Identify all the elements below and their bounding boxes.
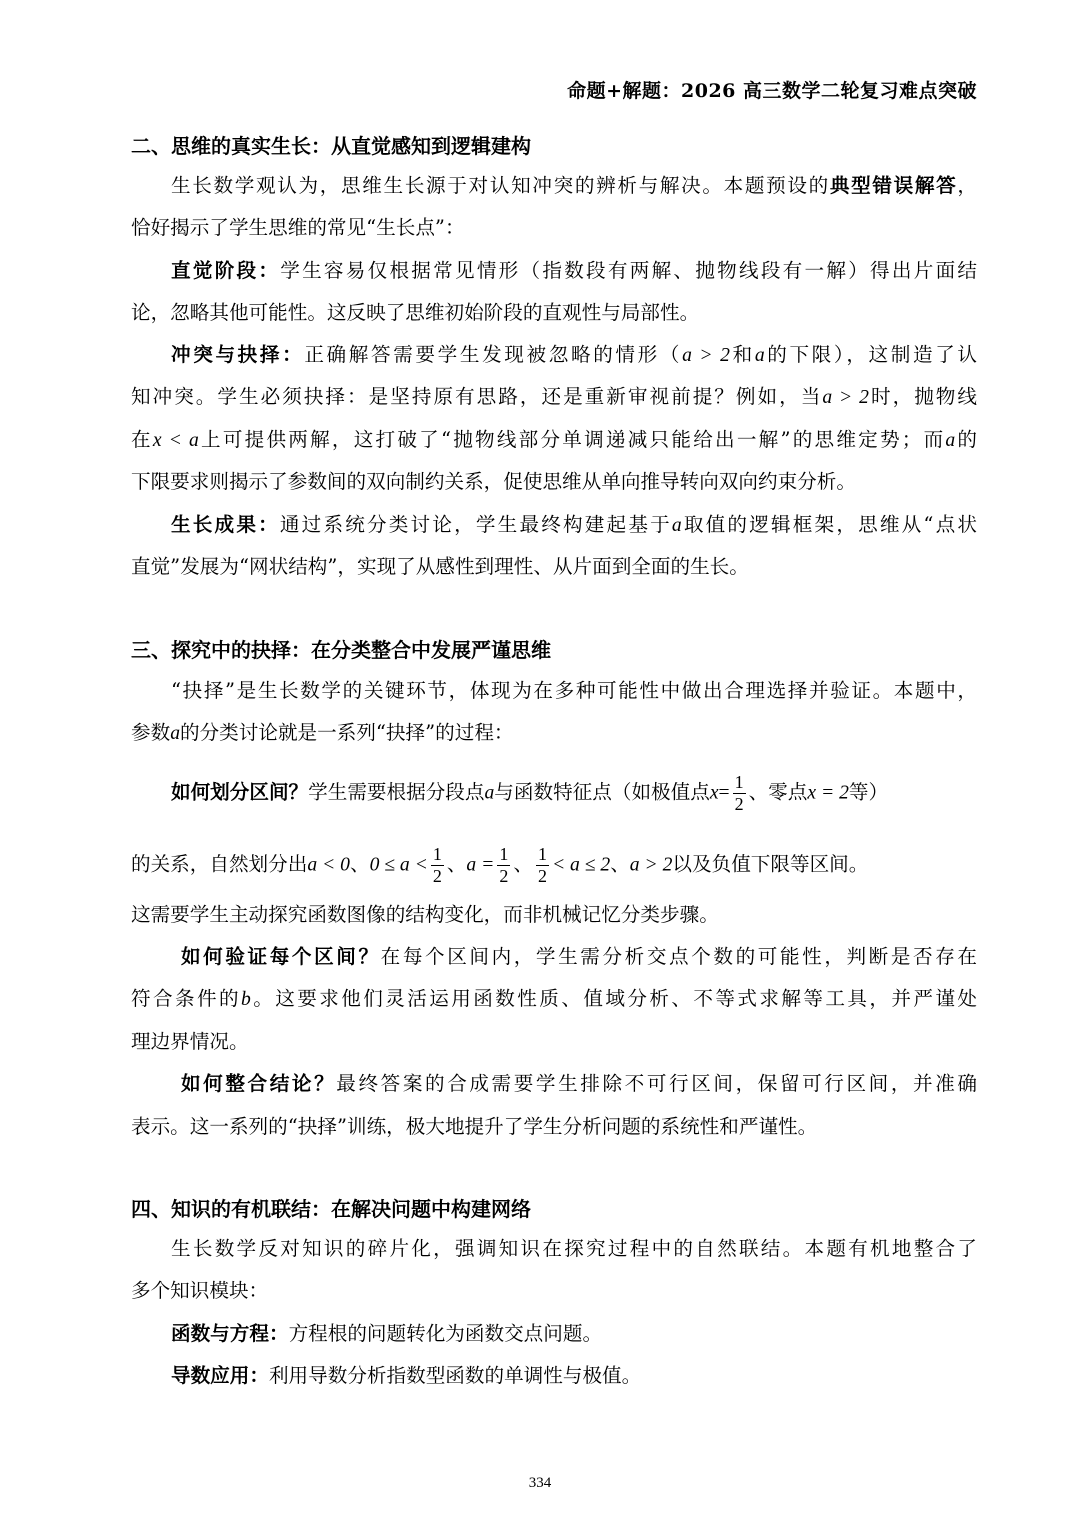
sec4-p2-line: 函数与方程：方程根的问题转化为函数交点问题。 xyxy=(171,1322,603,1345)
sec3-p1-line2: 参数a的分类讨论就是一系列“抉择”的过程： xyxy=(131,721,514,744)
term-label: 冲突与抉择： xyxy=(171,343,305,366)
term-label: 函数与方程： xyxy=(171,1322,289,1345)
section-3-heading: 三、探究中的抉择：在分类整合中发展严谨思维 xyxy=(131,638,551,662)
sec3-p3-line1: 如何验证每个区间？在每个区间内，学生需分析交点个数的可能性，判断是否存在 xyxy=(181,945,978,968)
sec4-p3-line: 导数应用：利用导数分析指数型函数的单调性与极值。 xyxy=(171,1364,642,1387)
fraction-one-half: $\frac{1}{2}$ xyxy=(537,844,547,886)
fraction-one-half: $\frac{1}{2}$ xyxy=(499,844,509,886)
sec3-p1-line1: “抉择”是生长数学的关键环节，体现为在多种可能性中做出合理选择并验证。本题中， xyxy=(171,679,977,702)
fraction-one-half: $\frac{1}{2}$ xyxy=(432,844,442,886)
page-number: 334 xyxy=(528,1475,552,1491)
fraction-one-half: $\frac{1}{2}$ xyxy=(734,772,744,814)
term-label: 生长成果： xyxy=(171,513,280,536)
term-label: 如何验证每个区间？ xyxy=(181,945,381,968)
term-label: 直觉阶段： xyxy=(171,259,281,282)
sec2-p2-line1: 直觉阶段：学生容易仅根据常见情形（指数段有两解、抛物线段有一解）得出片面结 xyxy=(171,259,978,282)
sec3-p4-line1: 如何整合结论？最终答案的合成需要学生排除不可行区间，保留可行区间，并准确 xyxy=(181,1072,977,1095)
sec2-p2-line2: 论，忽略其他可能性。这反映了思维初始阶段的直观性与局部性。 xyxy=(131,301,700,324)
sec2-p4-line1: 生长成果：通过系统分类讨论，学生最终构建起基于a取值的逻辑框架，思维从“点状 xyxy=(171,513,977,536)
term-label: 如何整合结论？ xyxy=(181,1072,337,1095)
sec2-p3-line1: 冲突与抉择：正确解答需要学生发现被忽略的情形（a > 2和a的下限），这制造了认 xyxy=(171,343,978,366)
section-2-heading: 二、思维的真实生长：从直觉感知到逻辑建构 xyxy=(131,134,531,158)
sec3-p2-line1: 如何划分区间？学生需要根据分段点a与函数特征点（如极值点x= $\frac{1}{2}$ 、零点x = 2等） xyxy=(171,772,889,814)
sec4-p1-line2: 多个知识模块： xyxy=(131,1279,269,1302)
running-header: 命题+解题：2026 高三数学二轮复习难点突破 xyxy=(567,80,977,102)
sec3-p3-line3: 理边界情况。 xyxy=(131,1030,249,1053)
sec2-p1-line2: 恰好揭示了学生思维的常见“生长点”： xyxy=(131,216,465,239)
sec2-p1-line1: 生长数学观认为，思维生长源于对认知冲突的辨析与解决。本题预设的典型错误解答， xyxy=(171,174,978,197)
sec3-p2-line2: 的关系，自然划分出a < 0、0 ≤ a < $\frac{1}{2}$ 、a = $\frac{1}{2}$ 、 $\frac{1}{2}$ < a ≤ 2、a > 2以及负值下限等区间。 xyxy=(131,844,869,886)
term-label: 导数应用： xyxy=(171,1364,269,1387)
section-4-heading: 四、知识的有机联结：在解决问题中构建网络 xyxy=(131,1197,531,1221)
sec2-p4-line2: 直觉”发展为“网状结构”，实现了从感性到理性、从片面到全面的生长。 xyxy=(131,555,749,578)
sec3-p4-line2: 表示。这一系列的“抉择”训练，极大地提升了学生分析问题的系统性和严谨性。 xyxy=(131,1115,818,1138)
sec2-p3-line3: 在x < a上可提供两解，这打破了“抛物线部分单调递减只能给出一解”的思维定势；而a的 xyxy=(131,428,978,451)
sec3-p2-line3: 这需要学生主动探究函数图像的结构变化，而非机械记忆分类步骤。 xyxy=(131,903,719,926)
sec2-p3-line4: 下限要求则揭示了参数间的双向制约关系，促使思维从单向推导转向双向约束分析。 xyxy=(131,470,856,493)
sec4-p1-line1: 生长数学反对知识的碎片化，强调知识在探究过程中的自然联结。本题有机地整合了 xyxy=(171,1237,977,1260)
sec2-p3-line2: 知冲突。学生必须抉择：是坚持原有思路，还是重新审视前提？例如，当a > 2时，抛物线 xyxy=(131,385,978,408)
term-label: 如何划分区间？ xyxy=(171,780,309,804)
sec3-p3-line2: 符合条件的b。这要求他们灵活运用函数性质、值域分析、不等式求解等工具，并严谨处 xyxy=(131,987,978,1010)
